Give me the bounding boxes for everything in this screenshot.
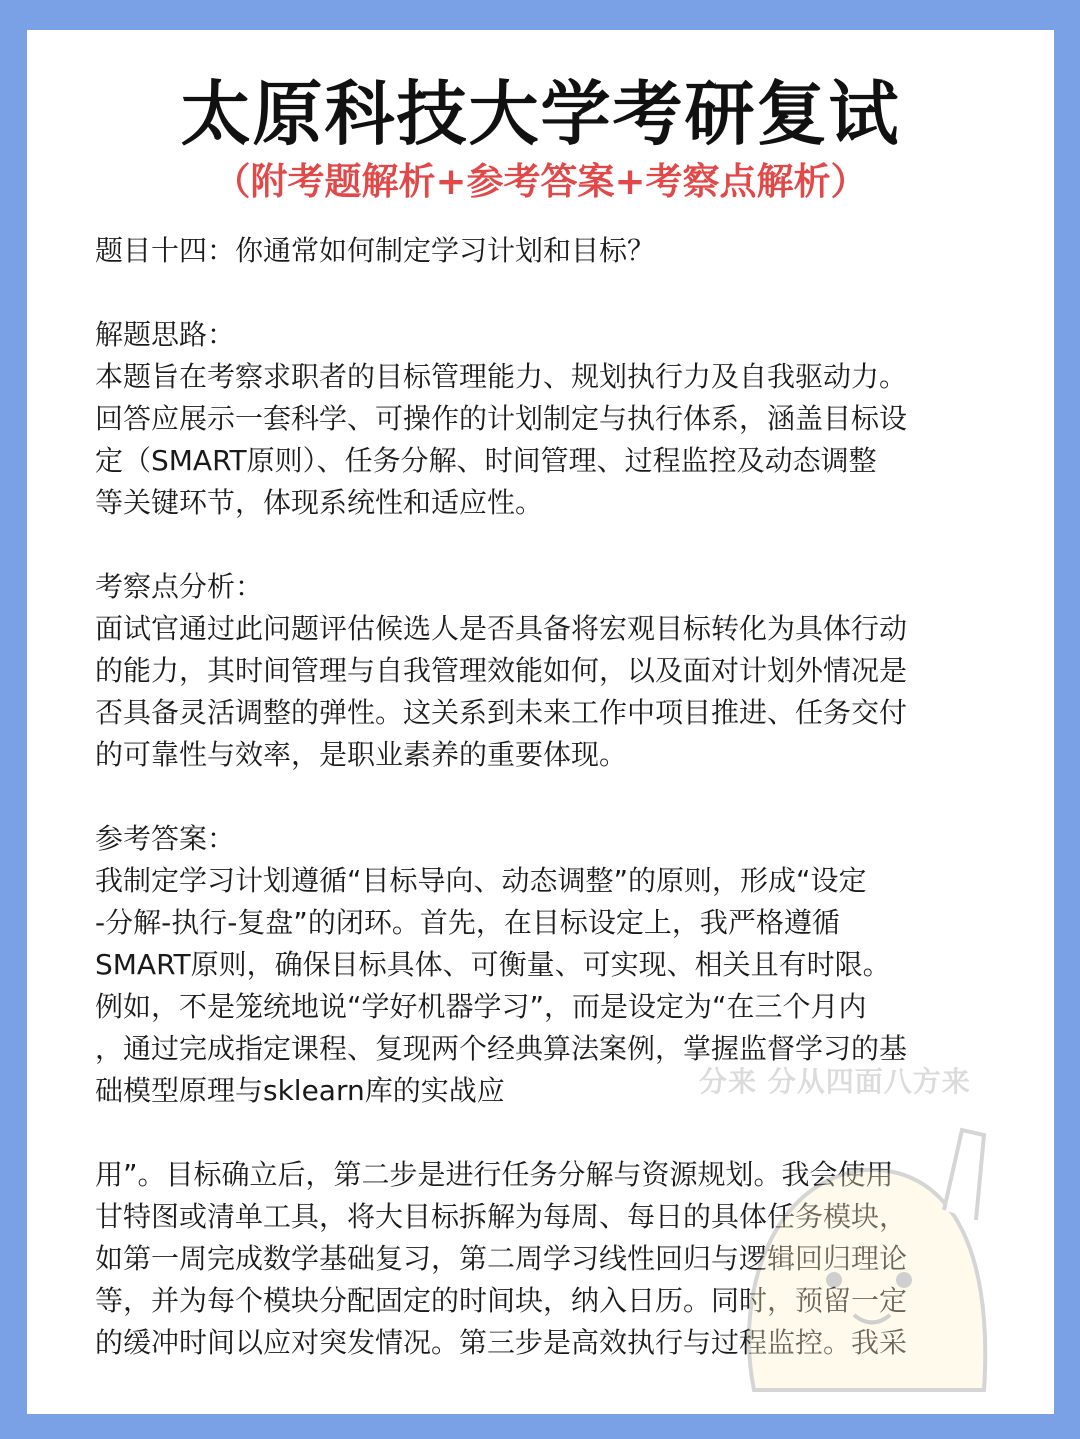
analysis-line: 否具备灵活调整的弹性。这关系到未来工作中项目推进、任务交付 [95,696,908,729]
mascot-watermark-illustration [694,1090,1014,1410]
analysis-line: 的可靠性与效率，是职业素养的重要体现。 [95,738,628,771]
answer-line: 础模型原理与sklearn库的实战应 [95,1074,505,1107]
answer-line: 我制定学习计划遵循“目标导向、动态调整”的原则，形成“设定 [95,864,867,897]
analysis-line: 面试官通过此问题评估候选人是否具备将宏观目标转化为具体行动 [95,612,908,645]
page-title: 太原科技大学考研复试 [180,73,901,155]
question-label: 题目十四：你通常如何制定学习计划和目标？ [95,234,656,267]
approach-line: 回答应展示一套科学、可操作的计划制定与执行体系，涵盖目标设 [95,402,908,435]
answer-heading: 参考答案： [95,822,236,855]
document-page [27,30,1054,1414]
answer-line: ，通过完成指定课程、复现两个经典算法案例，掌握监督学习的基 [95,1032,908,1065]
spacer [95,524,1000,566]
approach-line: 本题旨在考察求职者的目标管理能力、规划执行力及自我驱动力。 [95,360,908,393]
approach-line: 等关键环节，体现系统性和适应性。 [95,486,544,519]
answer-line: 如第一周完成数学基础复习，第二周学习线性回归与逻辑回归理论 [95,1242,908,1275]
watermark-text: 分来 分从四面八方来 [699,1065,971,1098]
spacer [95,272,1000,314]
answer-line: SMART原则，确保目标具体、可衡量、可实现、相关且有时限。 [95,948,891,981]
analysis-line: 的能力，其时间管理与自我管理效能如何，以及面对计划外情况是 [95,654,908,687]
page-subtitle: （附考题解析+参考答案+考察点解析） [213,160,868,203]
answer-line: 等，并为每个模块分配固定的时间块，纳入日历。同时，预留一定 [95,1284,908,1317]
answer-line: 甘特图或清单工具，将大目标拆解为每周、每日的具体任务模块， [95,1200,908,1233]
answer-line: 用”。目标确立后，第二步是进行任务分解与资源规划。我会使用 [95,1158,894,1191]
answer-line: 例如，不是笼统地说“学好机器学习”，而是设定为“在三个月内 [95,990,867,1023]
spacer [95,776,1000,818]
approach-heading: 解题思路： [95,318,236,351]
answer-line: 的缓冲时间以应对突发情况。第三步是高效执行与过程监控。我采 [95,1326,908,1359]
answer-line: -分解-执行-复盘”的闭环。首先，在目标设定上，我严格遵循 [95,906,840,939]
approach-line: 定（SMART原则）、任务分解、时间管理、过程监控及动态调整 [95,444,877,477]
analysis-heading: 考察点分析： [95,570,264,603]
